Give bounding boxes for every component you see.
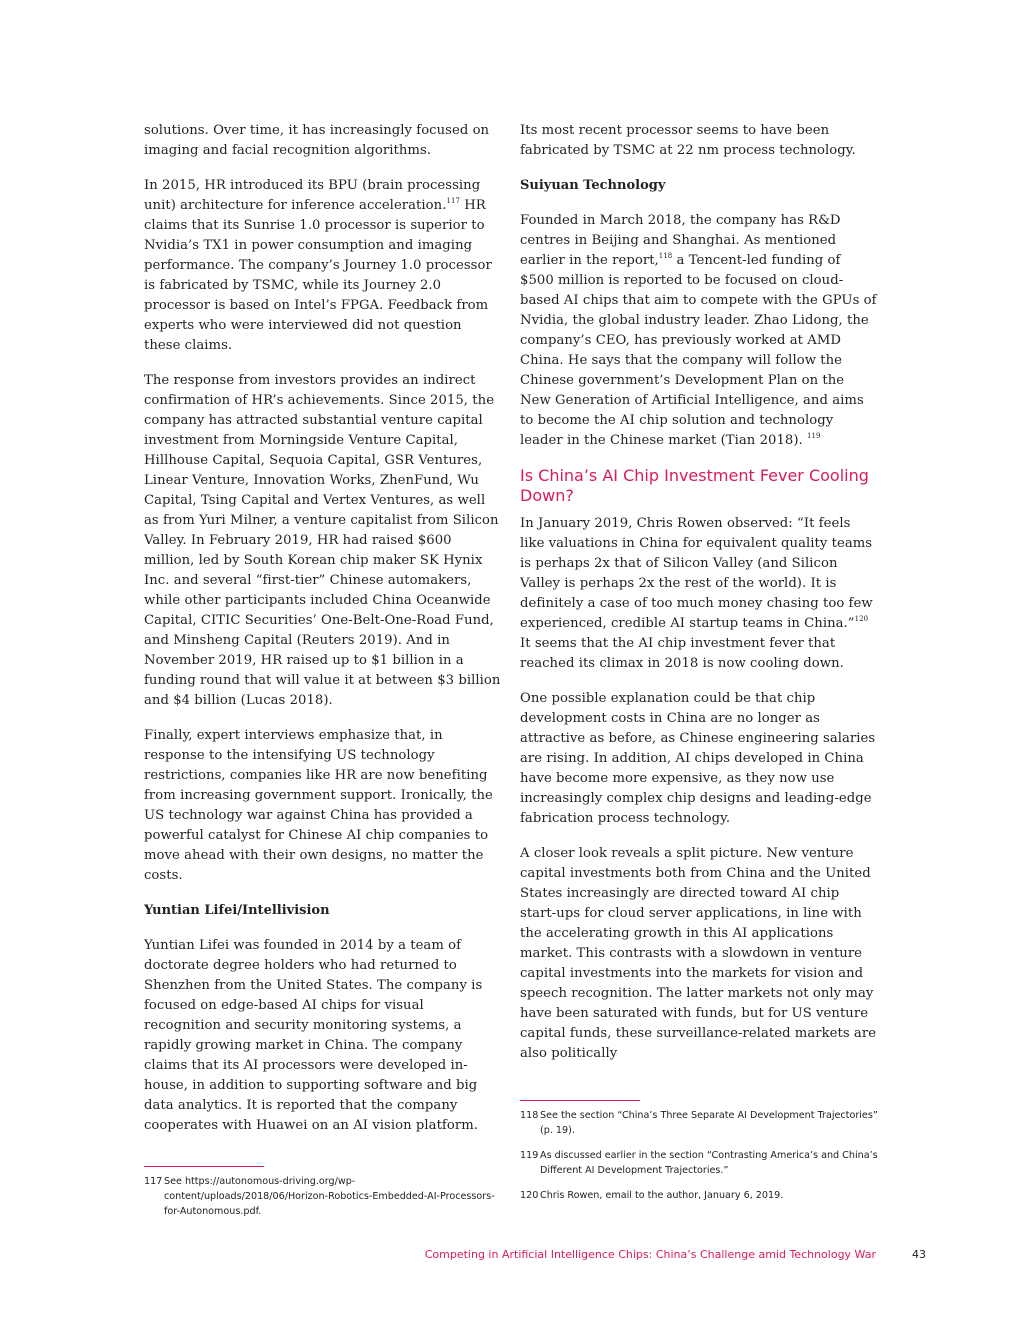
paragraph-text: Founded in March 2018, the company has R&D centres in Beijing and Shanghai. As mentioned earlier in the report, xyxy=(520,213,841,268)
paragraph-text: In 2015, HR introduced its BPU (brain processing unit) architecture for inference acceleration. xyxy=(144,178,481,213)
paragraph xyxy=(520,514,878,674)
footnote-text: See https://autonomous-driving.org/wp-content/uploads/2018/06/Horizon-Robotics-Embedded-AI-Processors-for-Autonomous.pdf. xyxy=(164,1176,495,1217)
paragraph-text: In January 2019, Chris Rowen observed: “It feels like valuations in China for equivalent quality teams is perhaps 2x that of Silicon Valley (and Silicon Valley is perhaps 2x the rest of the world). It is definitely a case of too much money chasing too few experienced, credible AI startup teams in China.” xyxy=(520,516,873,631)
footnote-text: See the section “China’s Three Separate AI Development Trajectories” (p. 19). xyxy=(540,1110,878,1136)
paragraph: solutions. Over time, it has increasingly focused on imaging and facial recognition algorithms. xyxy=(144,123,490,158)
footnote-divider xyxy=(520,1100,640,1101)
footnote-ref[interactable]: 118 xyxy=(658,252,673,260)
paragraph-text: HR claims that its Sunrise 1.0 processor is superior to Nvidia’s TX1 in power consumption and imaging performance. The company’s Journey 1.0 processor is fabricated by TSMC, while its Journey 2.0 processor is based on Intel’s FPGA. Feedback from experts who were interviewed did not question these claims. xyxy=(144,198,492,353)
footnote xyxy=(520,1188,880,1203)
paragraph: A closer look reveals a split picture. New venture capital investments both from China and the United States increasingly are directed toward AI chip start-ups for cloud server applications, in line with the accelerating growth in this AI applications market. This contrasts with a slowdown in venture capital investments into the markets for vision and speech recognition. The latter markets not only may have been saturated with funds, but for US venture capital funds, these surveillance-related markets are also politically xyxy=(520,846,877,1061)
footnote-number: 117 xyxy=(144,1176,163,1187)
subheading: Suiyuan Technology xyxy=(520,178,666,193)
footnote-text: As discussed earlier in the section “Contrasting America’s and China’s Different AI Development Trajectories.” xyxy=(540,1150,878,1176)
paragraph-text: It seems that the AI chip investment fever that reached its climax in 2018 is now cooling down. xyxy=(520,636,844,671)
paragraph xyxy=(520,211,878,451)
footnote xyxy=(520,1108,880,1138)
page-number: 43 xyxy=(912,1248,926,1261)
paragraph: Finally, expert interviews emphasize that, in response to the intensifying US technology restrictions, companies like HR are now benefiting from increasing government support. Ironically, the US technology war against China has provided a powerful catalyst for Chinese AI chip companies to move ahead with their own designs, no matter the costs. xyxy=(144,728,493,883)
footnote xyxy=(144,1174,504,1219)
running-footer-title: Competing in Artificial Intelligence Chips: China’s Challenge amid Technology War xyxy=(424,1248,876,1261)
right-column xyxy=(520,121,878,1079)
footnote-number: 119 xyxy=(520,1150,539,1161)
footnote xyxy=(520,1148,880,1178)
paragraph: The response from investors provides an indirect confirmation of HR’s achievements. Since 2015, the company has attracted substantial venture capital investment from Morningside Venture Capital, Hillhouse Capital, Sequoia Capital, GSR Ventures, Linear Venture, Innovation Works, ZhenFund, Wu Capital, Tsing Capital and Vertex Ventures, as well as from Yuri Milner, a venture capitalist from Silicon Valley. In February 2019, HR had raised $600 million, led by South Korean chip maker SK Hynix Inc. and several “first-tier” Chinese automakers, while other participants included China Oceanwide Capital, CITIC Securities’ One-Belt-One-Road Fund, and Minsheng Capital (Reuters 2019). And in November 2019, HR raised up to $1 billion in a funding round that will value it at between $3 billion and $4 billion (Lucas 2018). xyxy=(144,373,501,708)
footnote-ref[interactable]: 119 xyxy=(807,432,821,440)
footnote-ref[interactable]: 120 xyxy=(854,615,869,623)
footnote-divider xyxy=(144,1166,264,1167)
section-heading: Is China’s AI Chip Investment Fever Cooling Down? xyxy=(520,466,869,505)
subheading: Yuntian Lifei/Intellivision xyxy=(144,903,330,918)
footnotes-left xyxy=(144,1174,504,1229)
paragraph: One possible explanation could be that chip development costs in China are no longer as attractive as before, as Chinese engineering salaries are rising. In addition, AI chips developed in China have become more expensive, as they now use increasingly complex chip designs and leading-edge fabrication process technology. xyxy=(520,691,876,826)
paragraph: Its most recent processor seems to have been fabricated by TSMC at 22 nm process technology. xyxy=(520,123,856,158)
paragraph xyxy=(144,176,502,356)
left-column xyxy=(144,121,502,1151)
footnote-number: 118 xyxy=(520,1110,539,1121)
footnote-text: Chris Rowen, email to the author, January 6, 2019. xyxy=(540,1190,784,1201)
footnote-ref[interactable]: 117 xyxy=(446,197,460,205)
paragraph-text: a Tencent-led funding of $500 million is reported to be focused on cloud-based AI chips that aim to compete with the GPUs of Nvidia, the global industry leader. Zhao Lidong, the company’s CEO, has previously worked at AMD China. He says that the company will follow the Chinese government’s Development Plan on the New Generation of Artificial Intelligence, and aims to become the AI chip solution and technology leader in the Chinese market (Tian 2018). xyxy=(520,253,877,448)
footnote-number: 120 xyxy=(520,1190,539,1201)
footnotes-right xyxy=(520,1108,880,1213)
paragraph: Yuntian Lifei was founded in 2014 by a team of doctorate degree holders who had returned to Shenzhen from the United States. The company is focused on edge-based AI chips for visual recognition and security monitoring systems, a rapidly growing market in China. The company claims that its AI processors were developed in-house, in addition to supporting software and big data analytics. It is reported that the company cooperates with Huawei on an AI vision platform. xyxy=(144,938,483,1133)
